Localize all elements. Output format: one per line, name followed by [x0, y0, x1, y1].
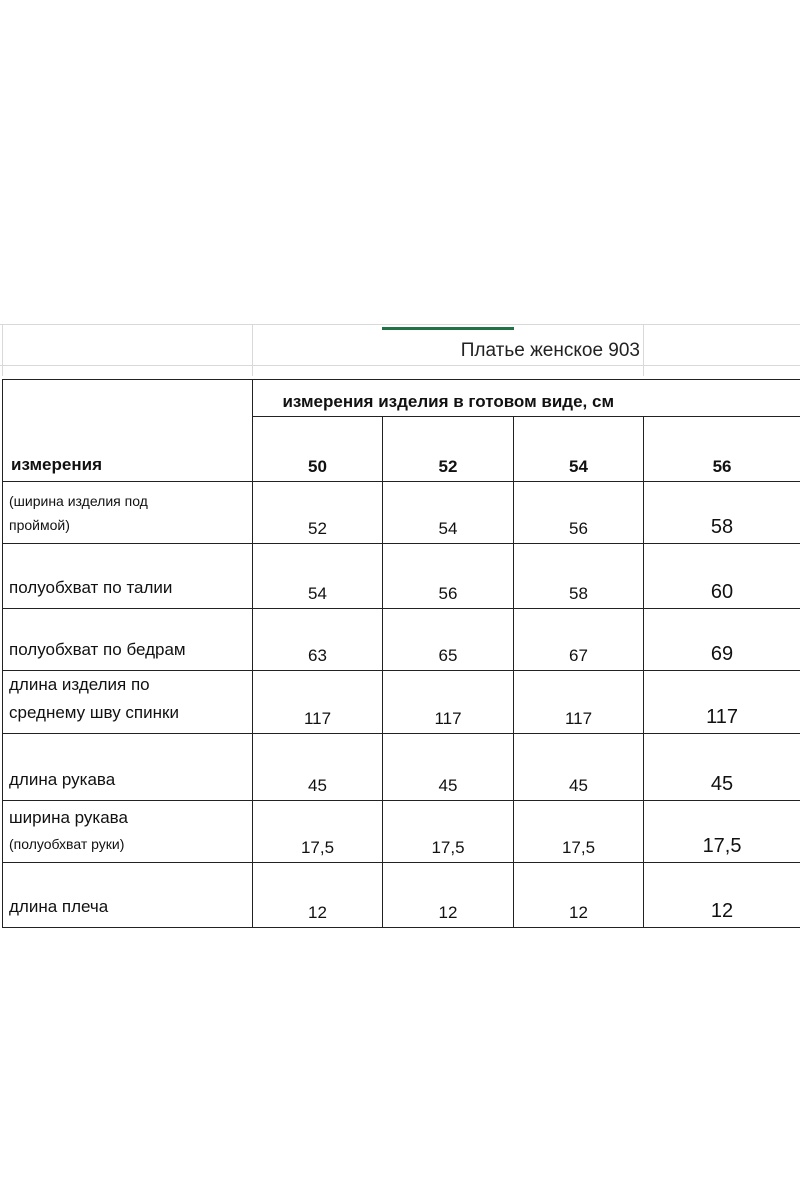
table-row [3, 544, 800, 609]
measurement-label-cell[interactable] [3, 609, 253, 671]
value-cell[interactable]: 117 [383, 671, 514, 734]
label-line: полуобхват по бедрам [9, 640, 186, 659]
value-cell[interactable]: 67 [514, 609, 644, 671]
group-header-cell[interactable]: измерения изделия в готовом виде, см [253, 380, 644, 417]
table-row [3, 609, 800, 671]
measurement-label-cell[interactable] [3, 863, 253, 928]
measurement-label-cell[interactable] [3, 482, 253, 544]
value-cell[interactable]: 52 [253, 482, 383, 544]
label-line: среднему шву спинки [9, 703, 179, 722]
size-header-cell[interactable]: 52 [383, 417, 514, 482]
measurement-label-cell[interactable] [3, 671, 253, 734]
value-cell[interactable]: 56 [383, 544, 514, 609]
sheet-title[interactable]: Платье женское 903 [460, 340, 640, 361]
row-header-cell[interactable]: измерения [3, 380, 253, 482]
label-line: длина плеча [9, 897, 109, 916]
value-cell[interactable]: 65 [383, 609, 514, 671]
value-cell[interactable]: 12 [383, 863, 514, 928]
size-header-cell[interactable]: 50 [253, 417, 383, 482]
grid-line [2, 324, 3, 376]
size-chart-table [2, 379, 800, 928]
value-cell[interactable]: 69 [644, 609, 800, 671]
value-cell[interactable]: 117 [514, 671, 644, 734]
value-cell[interactable]: 63 [253, 609, 383, 671]
value-cell[interactable]: 45 [253, 734, 383, 801]
selected-cell-marker [382, 327, 514, 330]
empty-cell[interactable] [644, 380, 800, 417]
grid-line [0, 365, 800, 366]
size-header-cell[interactable]: 54 [514, 417, 644, 482]
value-cell[interactable]: 117 [644, 671, 800, 734]
value-cell[interactable]: 54 [383, 482, 514, 544]
label-line: ширина рукава [9, 808, 128, 827]
grid-line [252, 324, 253, 376]
value-cell[interactable]: 45 [383, 734, 514, 801]
value-cell[interactable]: 12 [514, 863, 644, 928]
value-cell[interactable]: 17,5 [253, 801, 383, 863]
grid-line [643, 324, 644, 376]
measurement-label-cell[interactable] [3, 734, 253, 801]
value-cell[interactable]: 58 [514, 544, 644, 609]
label-line: проймой) [9, 517, 70, 533]
value-cell[interactable]: 117 [253, 671, 383, 734]
value-cell[interactable]: 45 [644, 734, 800, 801]
value-cell[interactable]: 58 [644, 482, 800, 544]
value-cell[interactable]: 56 [514, 482, 644, 544]
label-line: длина рукава [9, 770, 116, 789]
value-cell[interactable]: 12 [253, 863, 383, 928]
label-line: длина изделия по [9, 675, 150, 694]
value-cell[interactable]: 17,5 [383, 801, 514, 863]
table-row [3, 482, 800, 544]
value-cell[interactable]: 54 [253, 544, 383, 609]
label-line: полуобхват по талии [9, 578, 173, 597]
header-row-top [3, 380, 800, 417]
label-line: (ширина изделия под [9, 493, 148, 509]
table-row [3, 801, 800, 863]
value-cell[interactable]: 17,5 [514, 801, 644, 863]
label-line: (полуобхват руки) [9, 836, 125, 852]
table-row [3, 671, 800, 734]
value-cell[interactable]: 17,5 [644, 801, 800, 863]
measurement-label-cell[interactable] [3, 801, 253, 863]
table-row [3, 863, 800, 928]
value-cell[interactable]: 45 [514, 734, 644, 801]
value-cell[interactable]: 12 [644, 863, 800, 928]
grid-line [0, 324, 800, 325]
measurement-label-cell[interactable] [3, 544, 253, 609]
value-cell[interactable]: 60 [644, 544, 800, 609]
table-row [3, 734, 800, 801]
size-header-cell[interactable]: 56 [644, 417, 800, 482]
